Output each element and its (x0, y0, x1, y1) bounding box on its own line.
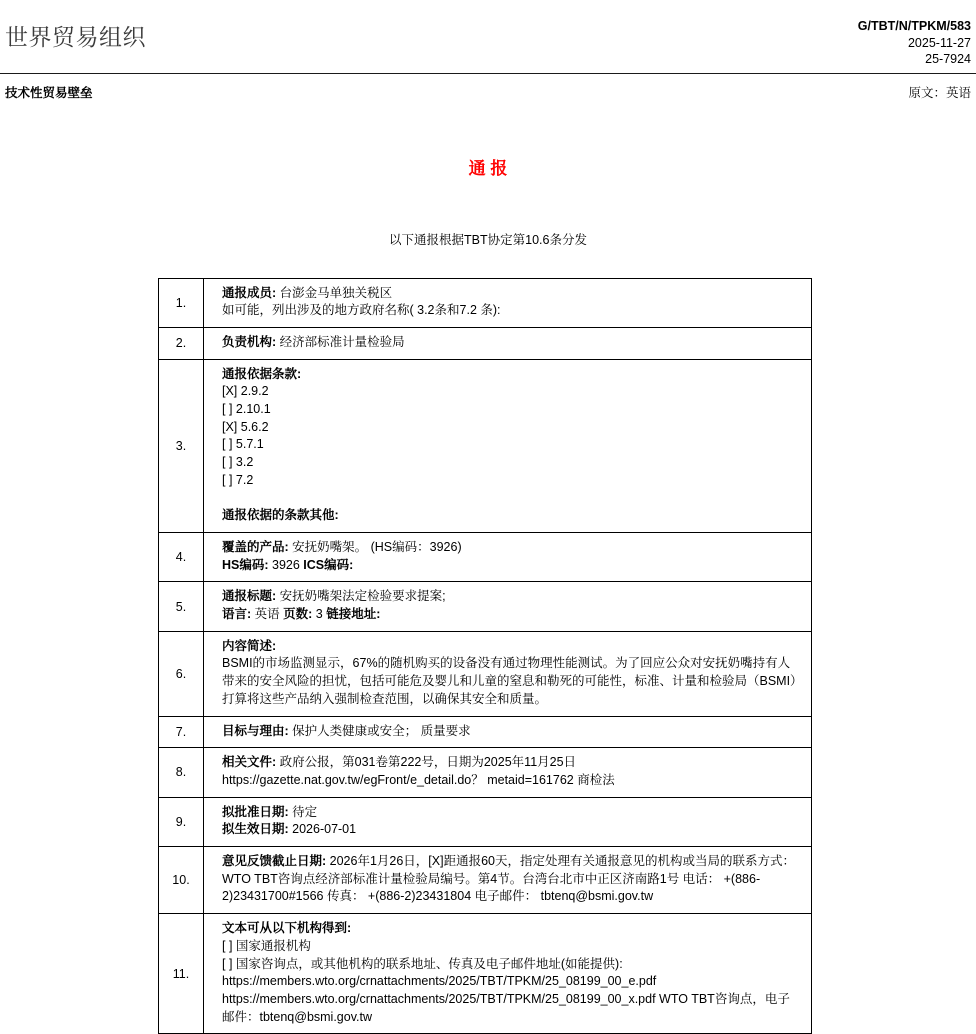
field-value: 保护人类健康或安全； 质量要求 (289, 724, 471, 738)
text-line (222, 285, 801, 303)
row-number: 11. (159, 914, 204, 1034)
text-line (222, 454, 801, 472)
field-value: 台澎金马单独关税区 (276, 286, 392, 300)
notification-title: 通 报 (0, 154, 976, 179)
text-line (222, 557, 801, 575)
table-row (159, 797, 812, 846)
field-label: 拟批准日期: (222, 805, 289, 819)
field-value: https://members.wto.org/crnattachments/2025/TBT/TPKM/25_08199_00_x.pdf WTO TBT咨询点，电子邮件：tbtenq@bsmi.gov.tw (222, 992, 790, 1024)
row-content (204, 716, 812, 748)
row-number: 2. (159, 327, 204, 359)
field-label: HS编码: (222, 558, 269, 572)
row-number: 8. (159, 748, 204, 797)
text-line (222, 490, 801, 508)
organization-title: 世界贸易组织 (5, 22, 146, 52)
text-line (222, 772, 801, 790)
field-value: https://members.wto.org/crnattachments/2025/TBT/TPKM/25_08199_00_e.pdf (222, 974, 656, 988)
document-references (858, 18, 972, 68)
text-line (222, 419, 801, 437)
row-number: 7. (159, 716, 204, 748)
text-line (222, 821, 801, 839)
text-line (222, 754, 801, 772)
field-value: [ ] 国家咨询点，或其他机构的联系地址、传真及电子邮件地址(如能提供): (222, 957, 623, 971)
row-number: 6. (159, 631, 204, 716)
field-value: https://gazette.nat.gov.tw/egFront/e_detail.do？ metaid=161762 商检法 (222, 773, 615, 787)
field-label: 通报标题: (222, 589, 276, 603)
field-value: [ ] 国家通报机构 (222, 939, 311, 953)
text-line (222, 853, 801, 906)
row-content (204, 532, 812, 581)
table-row (159, 359, 812, 532)
row-number: 4. (159, 532, 204, 581)
field-label: 语言: (222, 607, 251, 621)
text-line (222, 938, 801, 956)
table-row (159, 278, 812, 327)
field-label: 通报依据的条款其他: (222, 508, 339, 522)
field-value: 政府公报，第031卷第222号，日期为2025年11月25日 (276, 755, 576, 769)
distribution-note: 以下通报根据TBT协定第10.6条分发 (0, 230, 976, 248)
row-content (204, 359, 812, 532)
text-line (222, 383, 801, 401)
field-value: 2026年1月26日，[X]距通报60天，指定处理有关通报意见的机构或当局的联系方式：WTO TBT咨询点经济部标准计量检验局编号。第4节。台湾台北市中正区济南路1号 电话： +(886-2)23431700#1566 传真： +(886-2)23431804 电子邮件： tbtenq@bsmi.gov.tw (222, 854, 795, 903)
document-header (0, 0, 976, 68)
text-line (222, 606, 801, 624)
field-value: [X] 5.6.2 (222, 420, 269, 434)
field-value: 如可能，列出涉及的地方政府名称( 3.2条和7.2 条): (222, 303, 501, 317)
row-content (204, 914, 812, 1034)
field-value: 英语 (251, 607, 283, 621)
field-label: 意见反馈截止日期: (222, 854, 326, 868)
row-number: 10. (159, 847, 204, 914)
field-label: ICS编码: (303, 558, 353, 572)
field-value: 3 (312, 607, 326, 621)
table-row (159, 716, 812, 748)
field-label: 目标与理由: (222, 724, 289, 738)
field-label: 通报依据条款: (222, 367, 301, 381)
committee-label: 技术性贸易壁垒 (5, 83, 93, 101)
table-row (159, 847, 812, 914)
document-number: 25-7924 (858, 51, 971, 68)
field-value: [ ] 3.2 (222, 455, 253, 469)
row-content (204, 327, 812, 359)
row-content (204, 797, 812, 846)
field-value: 待定 (289, 805, 317, 819)
field-value: 3926 (269, 558, 304, 572)
notification-table-body (159, 278, 812, 1034)
field-label: 文本可从以下机构得到: (222, 921, 351, 935)
row-content (204, 847, 812, 914)
field-label: 内容简述: (222, 639, 276, 653)
table-row (159, 582, 812, 631)
text-line (222, 334, 801, 352)
row-content (204, 582, 812, 631)
table-row (159, 631, 812, 716)
text-line (222, 539, 801, 557)
table-row (159, 532, 812, 581)
field-label: 页数: (283, 607, 312, 621)
field-value: [ ] 2.10.1 (222, 402, 271, 416)
text-line (222, 956, 801, 974)
text-line (222, 507, 801, 525)
field-label: 通报成员: (222, 286, 276, 300)
document-symbol: G/TBT/N/TPKM/583 (858, 18, 971, 35)
text-line (222, 302, 801, 320)
row-content (204, 278, 812, 327)
field-value: 2026-07-01 (289, 822, 356, 836)
field-label: 拟生效日期: (222, 822, 289, 836)
original-language-label: 原文：英语 (908, 83, 971, 101)
table-row (159, 327, 812, 359)
field-value: BSMI的市场监测显示，67%的随机购买的设备没有通过物理性能测试。为了回应公众对安抚奶嘴持有人带来的安全风险的担忧，包括可能危及婴儿和儿童的窒息和勒死的可能性，标准、计量和检验局（BSMI）打算将这些产品纳入强制检查范围，以确保其安全和质量。 (222, 656, 796, 705)
text-line (222, 588, 801, 606)
field-label: 负责机构: (222, 335, 276, 349)
notification-table (158, 278, 812, 1034)
table-row (159, 748, 812, 797)
text-line (222, 436, 801, 454)
table-row (159, 914, 812, 1034)
field-label: 相关文件: (222, 755, 276, 769)
field-label: 链接地址: (326, 607, 380, 621)
row-number: 5. (159, 582, 204, 631)
field-value: 安抚奶嘴架。 (HS编码：3926) (289, 540, 462, 554)
text-line (222, 472, 801, 490)
text-line (222, 638, 801, 656)
text-line (222, 973, 801, 991)
text-line (222, 401, 801, 419)
document-date: 2025-11-27 (858, 35, 971, 52)
text-line (222, 991, 801, 1026)
row-number: 9. (159, 797, 204, 846)
field-value: [ ] 7.2 (222, 473, 253, 487)
row-content (204, 748, 812, 797)
document-subheader (0, 74, 976, 101)
row-number: 3. (159, 359, 204, 532)
field-value: [X] 2.9.2 (222, 384, 269, 398)
text-line (222, 804, 801, 822)
text-line (222, 920, 801, 938)
row-number: 1. (159, 278, 204, 327)
text-line (222, 366, 801, 384)
row-content (204, 631, 812, 716)
field-value: 安抚奶嘴架法定检验要求提案; (276, 589, 445, 603)
field-value: 经济部标准计量检验局 (276, 335, 404, 349)
field-value: [ ] 5.7.1 (222, 437, 264, 451)
field-label: 覆盖的产品: (222, 540, 289, 554)
text-line (222, 655, 801, 708)
text-line (222, 723, 801, 741)
